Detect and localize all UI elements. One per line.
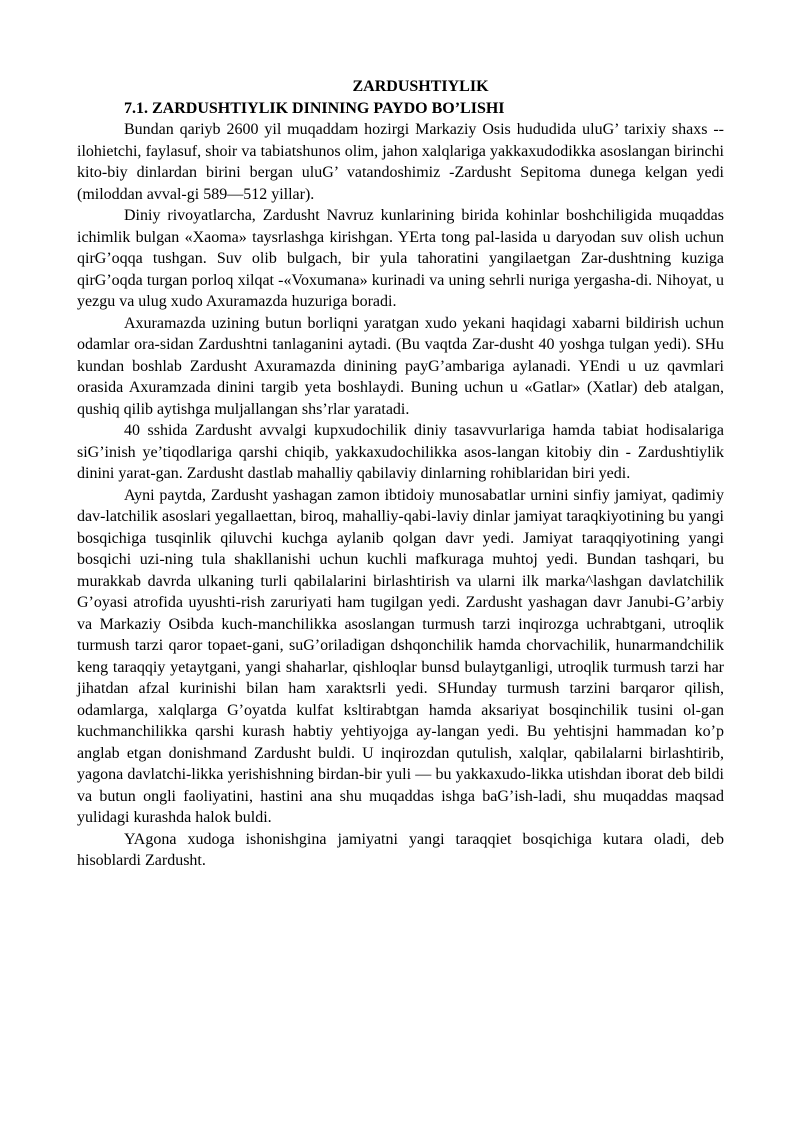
document-title: ZARDUSHTIYLIK bbox=[352, 78, 489, 95]
paragraph-3: Axuramazda uzining butun borliqni yaratgan xudo yekani haqidagi xabarni bildirish uchun odamlar ora-sidan Zardushtni tanlaganini aytadi. (Bu vaqtda Zar-dusht 40 yoshga tulgan yedi). SHu kundan boshlab Zardusht Axuramazda dinining payG’ambariga aylanadi. YEndi u uz qavmlari orasida Axuramzada dinini targib yeta boshlaydi. Buning uchun u «Gatlar» (Xatlar) deb atalgan, qushiq qilib aytishga muljallangan shs’rlar yaratadi. bbox=[77, 314, 724, 418]
paragraph-4: 40 sshida Zardusht avvalgi kupxudochilik diniy tasavvurlariga hamda tabiat hodisalariga siG’inish ye’tiqodlariga qarshi chiqib, yakkaxudochilikka asos-langan kitobiy din - Zardushtiylik dinini yarat-gan. Zardusht dastlab mahalliy qabilaviy dinlarning rohiblaridan biri yedi. bbox=[77, 422, 724, 482]
document-page bbox=[77, 76, 724, 872]
paragraph-1: Bundan qariyb 2600 yil muqaddam hozirgi Markaziy Osis hududida uluG’ tarixiy shaxs -- ilohietchi, faylasuf, shoir va tabiatshunos olim, jahon xalqlariga yakkaxudodikka asoslangan birinchi kito-biy dinlardan birini bergan uluG’ vatandoshimiz -Zardusht Sepitoma dunega kelgan yedi (miloddan avval-gi 589—512 yillar). bbox=[77, 121, 724, 203]
paragraph-2: Diniy rivoyatlarcha, Zardusht Navruz kunlarining birida kohinlar boshchiligida muqaddas ichimlik bulgan «Xaoma» taysrlashga kirishgan. YErta tong pal-lasida u daryodan suv olish uchun qirG’oqqa tushgan. Suv olib bulgach, bir yula tahoratini yangilaetgan Zar-dushtning kuziga qirG’oqda turgan porloq xilqat -«Voxumana» kurinadi va uning sehrli nuriga yergasha-di. Nihoyat, u yezgu va ulug xudo Axuramazda huzuriga boradi. bbox=[77, 207, 724, 310]
section-heading: 7.1. ZARDUSHTIYLIK DININING PAYDO BO’LISHI bbox=[124, 99, 505, 117]
paragraph-6: YAgona xudoga ishonishgina jamiyatni yangi taraqqiet bosqichiga kutara oladi, deb hisoblardi Zardusht. bbox=[77, 830, 724, 869]
paragraph-5: Ayni paytda, Zardusht yashagan zamon ibtidoiy munosabatlar urnini sinfiy jamiyat, qadimiy dav-latchilik asoslari yegallaettan, biroq, mahalliy-qabi-laviy dinlar jamiyat taraqkiyotining bu yangi bosqichiga tusqinlik qiluvchi kuchga aylanib qolgan davr yedi. Jamiyat taraqqiyotining yangi bosqichi uzi-ning tula shakllanishi uchun kuchli mafkuraga muhtoj yedi. Bundan tashqari, bu murakkab davrda ulkaning turli qabilalarini birlashtirish va ularni ilk marka^lashgan davlatchilik G’oyasi atrofida uyushti-rish zaruriyati ham tugilgan yedi. Zardusht yashagan davr Janubi-G’arbiy va Markaziy Osibda kuch-manchilikka asoslangan turmush tarzi inqirozga uchrabtgani, utroqlik turmush tarzi qaror topaet-gani, suG’oriladigan dshqonchilik hamda chorvachilik, hunarmandchilik keng taraqqiy yetaytgani, yangi shaharlar, qishloqlar bunsd bulaytganligi, utroqlik turmush tarzi har jihatdan afzal kurinishi bilan ham xaraktsrli yedi. SHunday turmush tarzini barqaror qilish, odamlarga, xalqlarga G’oyatda kulfat ksltirabtgan hamda aksariyat bosqinchilik tusini ol-gan kuchmanchilikka qarshi kurash habtiy yehtiyojga ay-langan yedi. Bu yehtisjni hammadan ko’p anglab etgan donishmand Zardusht buldi. U inqirozdan qutulish, xalqlar, qabilalarni birlashtirib, yagona davlatchi-likka yerishishning birdan-bir yuli — bu yakkaxudo-likka utishdan iborat deb bildi va butun ongli faoliyatini, hastini ana shu muqaddas ishga baG’ish-ladi, shu muqaddas maqsad yulidagi kurashda halok buldi. bbox=[77, 486, 724, 826]
